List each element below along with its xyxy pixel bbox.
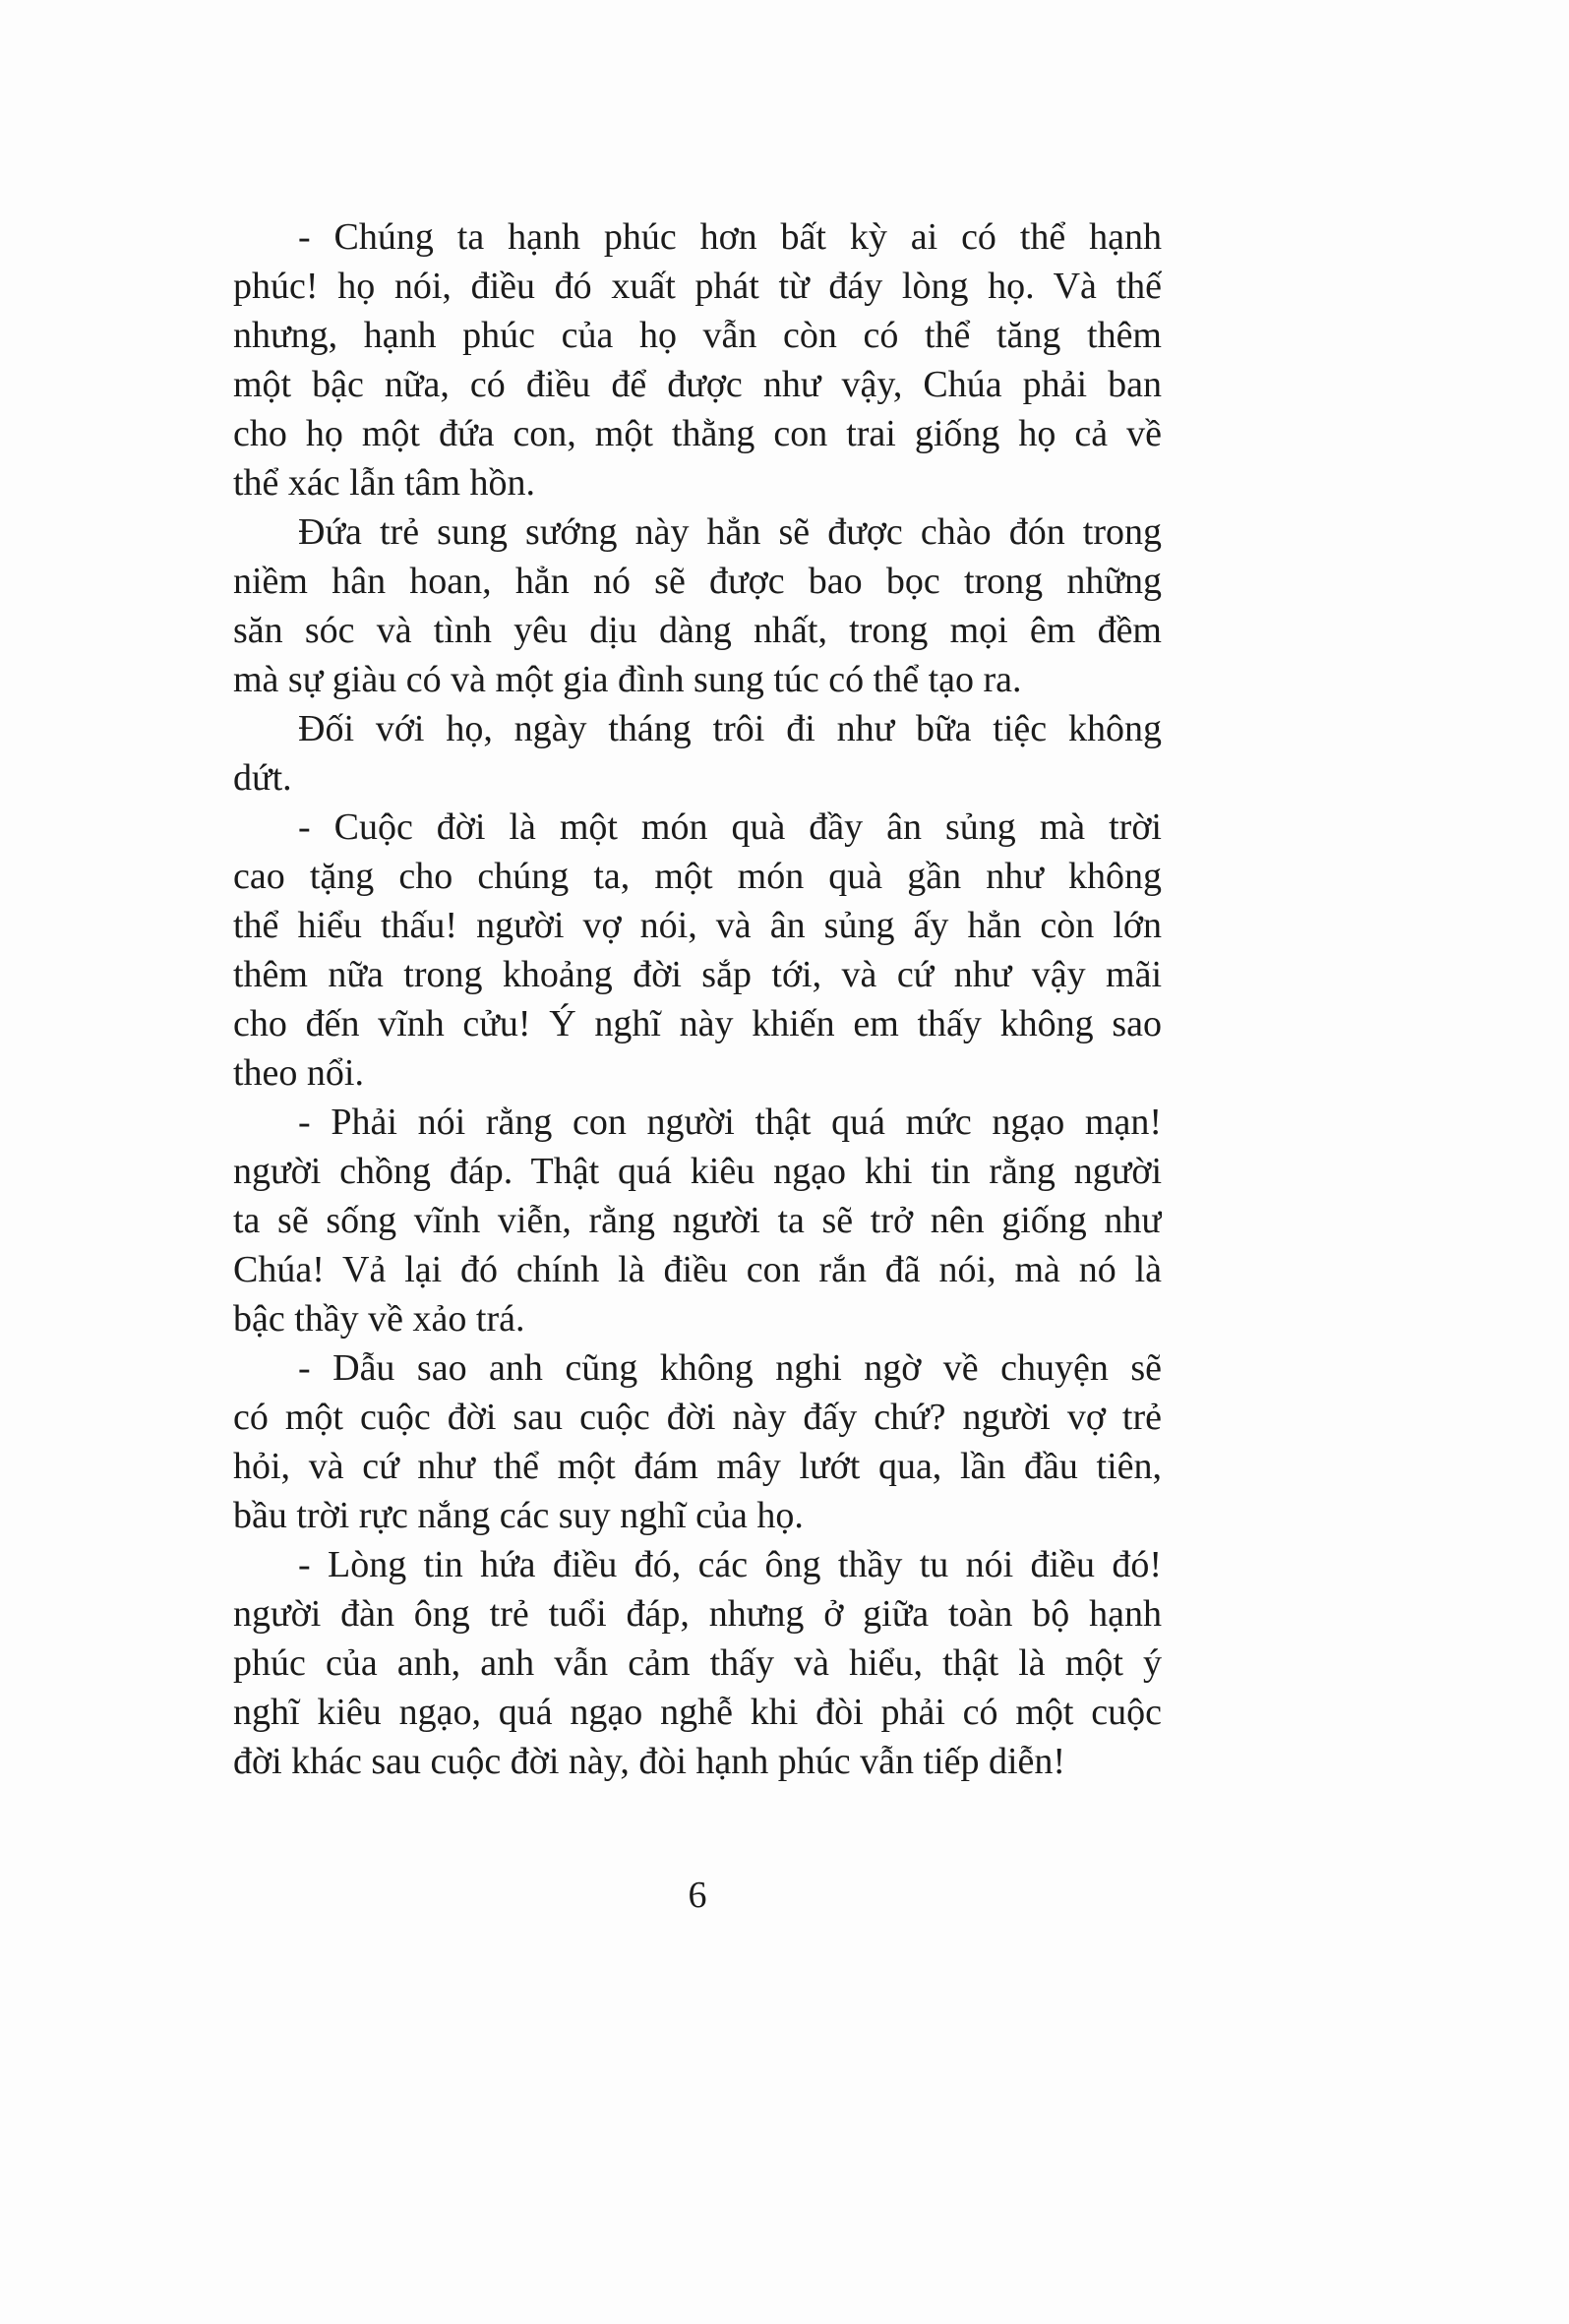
- text-line: cho đến vĩnh cửu! Ý nghĩ này khiến em thấy không sao: [233, 1003, 1162, 1044]
- text-line: mà sự giàu có và một gia đình sung túc có thể tạo ra.: [233, 659, 1022, 700]
- text-line: - Phải nói rằng con người thật quá mức ngạo mạn!: [298, 1102, 1162, 1143]
- text-line: - Cuộc đời là một món quà đầy ân sủng mà trời: [298, 806, 1162, 848]
- text-line: thể hiểu thấu! người vợ nói, và ân sủng ấy hẳn còn lớn: [233, 905, 1162, 946]
- text-line: săn sóc và tình yêu dịu dàng nhất, trong mọi êm đềm: [233, 610, 1162, 651]
- text-line: ta sẽ sống vĩnh viễn, rằng người ta sẽ trở nên giống như: [233, 1200, 1162, 1241]
- text-line: Đứa trẻ sung sướng này hẳn sẽ được chào đón trong: [298, 511, 1162, 553]
- text-line: cao tặng cho chúng ta, một món quà gần như không: [233, 856, 1162, 897]
- text-line: nghĩ kiêu ngạo, quá ngạo nghễ khi đòi phải có một cuộc: [233, 1692, 1162, 1733]
- text-line: - Lòng tin hứa điều đó, các ông thầy tu nói điều đó!: [298, 1544, 1162, 1585]
- text-line: bậc thầy về xảo trá.: [233, 1298, 525, 1340]
- text-line: người đàn ông trẻ tuổi đáp, nhưng ở giữa toàn bộ hạnh: [233, 1593, 1162, 1635]
- text-line: dứt.: [233, 757, 292, 799]
- text-line: nhưng, hạnh phúc của họ vẫn còn có thể tăng thêm: [233, 315, 1162, 356]
- text-line: niềm hân hoan, hẳn nó sẽ được bao bọc trong những: [233, 561, 1162, 602]
- text-line: theo nổi.: [233, 1052, 364, 1094]
- text-line: có một cuộc đời sau cuộc đời này đấy chứ? người vợ trẻ: [233, 1397, 1162, 1438]
- text-line: người chồng đáp. Thật quá kiêu ngạo khi tin rằng người: [233, 1151, 1162, 1192]
- text-line: thêm nữa trong khoảng đời sắp tới, và cứ như vậy mãi: [233, 954, 1162, 995]
- text-line: Đối với họ, ngày tháng trôi đi như bữa tiệc không: [298, 708, 1162, 749]
- text-line: đời khác sau cuộc đời này, đòi hạnh phúc vẫn tiếp diễn!: [233, 1741, 1066, 1782]
- text-line: Chúa! Vả lại đó chính là điều con rắn đã nói, mà nó là: [233, 1249, 1162, 1290]
- text-line: - Dẫu sao anh cũng không nghi ngờ về chuyện sẽ: [298, 1347, 1162, 1389]
- text-line: phúc của anh, anh vẫn cảm thấy và hiểu, thật là một ý: [233, 1642, 1162, 1684]
- text-line: thể xác lẫn tâm hồn.: [233, 462, 536, 504]
- text-line: một bậc nữa, có điều để được như vậy, Chúa phải ban: [233, 364, 1162, 405]
- text-line: phúc! họ nói, điều đó xuất phát từ đáy lòng họ. Và thế: [233, 266, 1162, 307]
- text-line: bầu trời rực nắng các suy nghĩ của họ.: [233, 1495, 804, 1536]
- text-block: [233, 212, 1162, 1786]
- text-line: - Chúng ta hạnh phúc hơn bất kỳ ai có thể hạnh: [298, 216, 1162, 258]
- page-number: 6: [688, 1875, 707, 1916]
- text-line: cho họ một đứa con, một thằng con trai giống họ cả về: [233, 413, 1162, 454]
- text-line: hỏi, và cứ như thể một đám mây lướt qua, lần đầu tiên,: [233, 1446, 1162, 1487]
